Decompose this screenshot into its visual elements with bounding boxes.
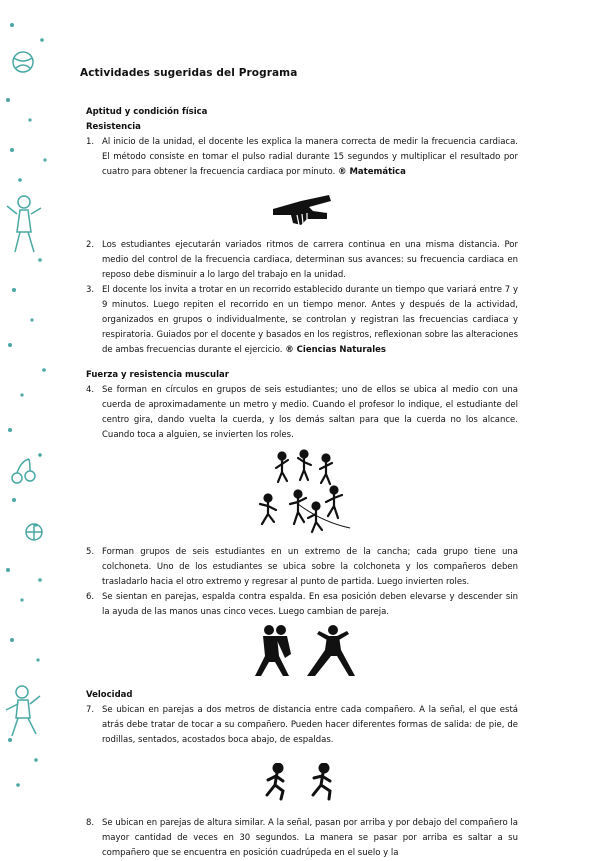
hand-pulse-illustration — [271, 189, 333, 229]
page-title: Actividades sugeridas del Programa — [80, 67, 298, 79]
decorative-margin — [0, 0, 70, 800]
item-text: Se ubican en parejas a dos metros de distancia entre cada compañero. A la señal, el que está atrás debe tratar de tocar a su compañero. Pueden hacer diferentes formas de salida: de pie, de rodillas, sentados, acostados boca abajo, de espaldas. — [102, 705, 518, 745]
item-text: Forman grupos de seis estudiantes en un extremo de la cancha; cada grupo tiene una colchoneta. Uno de los estudiantes se ubica sobre la colchoneta y los compañeros deben trasladarlo hacia el otro extremo y regresar al punto de partida. Luego invierten roles. — [102, 547, 518, 587]
item-number: 5. — [86, 547, 95, 557]
list-item — [86, 283, 518, 358]
figure-running-pair — [86, 748, 518, 816]
subheading-resistencia: Resistencia — [86, 122, 141, 132]
basketball-icon — [26, 524, 42, 540]
item-number: 3. — [86, 285, 95, 295]
item-text: Se ubican en parejas de altura similar. A la señal, pasan por arriba y por debajo del compañero la mayor cantidad de veces en 30 segundos. La manera se pasar por arriba es saltar a su compañero que se encuentra en posición cuadrúpeda en el suelo y la — [102, 818, 518, 858]
section-heading-aptitud: Aptitud y condición física — [86, 107, 208, 117]
document-body — [86, 105, 518, 861]
jump-rope-group-illustration — [252, 448, 352, 540]
figure-back-to-back — [86, 620, 518, 682]
item-number: 6. — [86, 592, 95, 602]
item-text: Se sientan en parejas, espalda contra espalda. En esa posición deben elevarse y descender sin la ayuda de las manos unas cinco veces. Luego cambian de pareja. — [102, 592, 518, 617]
running-pair-illustration — [262, 763, 342, 801]
ball-icon — [13, 52, 33, 72]
subheading-fuerza: Fuerza y resistencia muscular — [86, 370, 229, 380]
item-text: Al inicio de la unidad, el docente les explica la manera correcta de medir la frecuencia cardiaca. El método consiste en tomar el pulso radial durante 15 segundos y multiplicar el resultado por cuatro para obtener la frecuencia cardiaca por minuto. ® Matemática — [102, 137, 518, 177]
child-figure-icon — [7, 196, 41, 252]
item-number: 7. — [86, 705, 95, 715]
list-item — [86, 545, 518, 590]
figure-hand-pulse — [86, 180, 518, 238]
item-number: 4. — [86, 385, 95, 395]
subject-tag: ® Matemática — [338, 167, 406, 177]
list-item — [86, 135, 518, 180]
dots-pattern — [6, 23, 47, 787]
list-item — [86, 816, 518, 861]
item-number: 1. — [86, 137, 95, 147]
item-text: Se forman en círculos en grupos de seis estudiantes; uno de ellos se ubica al medio con una cuerda de aproximadamente un metro y medio. Cuando el profesor lo indique, el estudiante del centro gira, dando vuelta la cuerda, y los demás saltan para que la cuerda no los alcance. Cuando toca a alguien, se invierten los roles. — [102, 385, 518, 440]
runner-figure-icon — [6, 686, 40, 736]
cherries-icon — [12, 459, 35, 483]
back-to-back-pair-illustration — [247, 624, 357, 678]
list-item — [86, 703, 518, 748]
item-text: Los estudiantes ejecutarán variados ritmos de carrera continua en una misma distancia. Por medio del control de la frecuencia cardiaca, determinan sus avances: su frecuencia cardiaca en reposo debe disminuir a lo largo del trabajo en la unidad. — [102, 240, 518, 280]
item-text: El docente los invita a trotar en un recorrido establecido durante un tiempo que variará entre 7 y 9 minutos. Luego repiten el recorrido en un tiempo menor. Antes y después de la actividad, organizados en grupos o individualmente, se controlan y registran las frecuencias cardiaca y respiratoria. Guiados por el docente y basados en los registros, reflexionan sobre las alteraciones de ambas frecuencias durante el ejercicio. ® Ciencias Naturales — [102, 285, 518, 355]
subheading-velocidad: Velocidad — [86, 690, 133, 700]
list-item — [86, 383, 518, 443]
item-number: 2. — [86, 240, 95, 250]
figure-jump-rope-circle — [86, 443, 518, 545]
list-item — [86, 238, 518, 283]
item-number: 8. — [86, 818, 95, 828]
subject-tag: ® Ciencias Naturales — [285, 345, 386, 355]
list-item — [86, 590, 518, 620]
